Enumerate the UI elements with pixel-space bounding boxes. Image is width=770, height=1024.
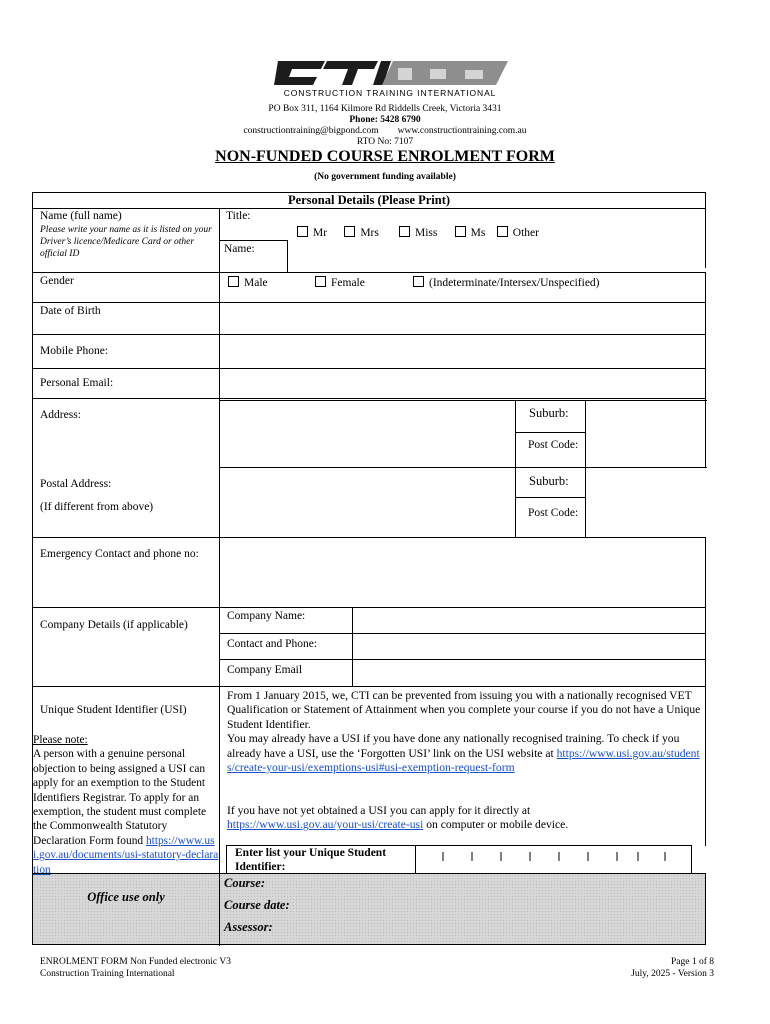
- usi-enter-label: Enter list your Unique Student Identifier:: [235, 847, 387, 873]
- assessor-label: Assessor:: [224, 920, 273, 934]
- title-label: Title:: [226, 210, 251, 222]
- assessor-input[interactable]: [353, 919, 705, 944]
- footer-date: July, 2025 - Version 3: [631, 969, 714, 979]
- usi-note-text: A person with a genuine personal objection to being assigned a USI can apply for an exemption to the Student Identifiers Registrar. To apply for an exemption, the student must complete the Commonwealth Statutory Declaration Form found: [33, 748, 207, 847]
- office-use-shading: [33, 874, 219, 944]
- course-input[interactable]: [353, 874, 705, 895]
- company-name-input[interactable]: [353, 608, 705, 633]
- mobile-input[interactable]: [220, 335, 705, 367]
- usi-para2: You may already have a USI if you have done any nationally recognised training. To check if you already have a USI, use the ‘Forgotten USI’ link on the USI website at: [227, 732, 680, 760]
- dob-input[interactable]: [220, 303, 705, 333]
- mobile-label: Mobile Phone:: [40, 345, 109, 357]
- name-note: Please write your name as it is listed on your Driver’s licence/Medicare Card or other official ID: [40, 225, 212, 259]
- title-mr-checkbox[interactable]: Mr: [297, 227, 327, 239]
- title-other-checkbox[interactable]: Other: [497, 227, 539, 239]
- usi-note: [33, 733, 219, 877]
- usi-character-boxes: [416, 846, 691, 873]
- course-date-label: Course date:: [224, 898, 290, 912]
- gender-female-checkbox[interactable]: Female: [315, 276, 365, 289]
- form-title: NON-FUNDED COURSE ENROLMENT FORM: [215, 148, 555, 165]
- postal-note: (If different from above): [40, 501, 154, 513]
- office-use-label: Office use only: [87, 890, 165, 904]
- dob-label: Date of Birth: [40, 305, 101, 317]
- suburb-input[interactable]: [586, 401, 705, 467]
- course-date-input[interactable]: [353, 896, 705, 918]
- header-address: PO Box 311, 1164 Kilmore Rd Riddells Creek, Victoria 3431: [268, 104, 502, 114]
- name-field-label: Name:: [224, 243, 255, 255]
- usi-para3: If you have not yet obtained a USI you can apply for it directly at: [227, 804, 531, 817]
- title-options: [297, 226, 539, 239]
- usi-note-heading: Please note:: [33, 734, 88, 746]
- postal-suburb-label: Suburb:: [529, 474, 569, 488]
- header-contacts: [0, 126, 770, 136]
- title-miss-checkbox[interactable]: Miss: [399, 227, 437, 239]
- gender-male-checkbox[interactable]: Male: [228, 276, 268, 289]
- postal-address-input[interactable]: [220, 469, 515, 537]
- company-email-input[interactable]: [353, 660, 705, 686]
- usi-apply: [227, 804, 701, 833]
- usi-info: [227, 689, 701, 775]
- email-label: Personal Email:: [40, 377, 114, 389]
- address-label: Address:: [40, 409, 81, 421]
- company-contact-input[interactable]: [353, 634, 705, 659]
- email-input[interactable]: [220, 369, 705, 398]
- section-title: Personal Details (Please Print): [287, 193, 451, 207]
- header-website: www.constructiontraining.com.au: [397, 126, 527, 136]
- emergency-input[interactable]: [220, 539, 705, 607]
- footer-form-version: ENROLMENT FORM Non Funded electronic V3: [40, 957, 231, 967]
- company-email-label: Company Email: [227, 664, 303, 676]
- postal-postcode-label: Post Code:: [528, 507, 579, 519]
- usi-exemption-link[interactable]: https://www.usi.gov.au/students/create-your-usi/exemptions-usi#usi-exemption-request-form: [227, 746, 700, 775]
- postal-label: Postal Address:: [40, 478, 112, 490]
- gender-indeterminate-checkbox[interactable]: (Indeterminate/Intersex/Unspecified): [413, 276, 600, 289]
- footer-left: [40, 956, 231, 980]
- header-phone: Phone: 5428 6790: [349, 115, 421, 125]
- usi-declaration-link[interactable]: https://www.usi.gov.au/documents/usi-statutory-declaration: [33, 834, 219, 876]
- address-input[interactable]: [220, 401, 515, 467]
- usi-create-link[interactable]: https://www.usi.gov.au/your-usi/create-usi: [227, 818, 424, 832]
- brand-subtitle: CONSTRUCTION TRAINING INTERNATIONAL: [283, 88, 497, 98]
- suburb-label: Suburb:: [529, 406, 569, 420]
- gender-label: Gender: [40, 275, 74, 287]
- footer-page: Page 1 of 8: [670, 957, 714, 967]
- usi-para1: From 1 January 2015, we, CTI can be prevented from issuing you with a nationally recognised VET Qualification or Statement of Attainment when you complete your course if you do not have a Unique Student Identifier.: [227, 689, 701, 731]
- title-ms-checkbox[interactable]: Ms: [455, 227, 486, 239]
- footer-right: [631, 956, 714, 980]
- emergency-label: Emergency Contact and phone no:: [40, 548, 199, 560]
- company-contact-label: Contact and Phone:: [227, 638, 318, 650]
- usi-label: Unique Student Identifier (USI): [40, 704, 187, 716]
- name-input[interactable]: [288, 242, 704, 270]
- usi-input[interactable]: [416, 846, 691, 873]
- course-label: Course:: [224, 876, 265, 890]
- company-name-label: Company Name:: [227, 610, 306, 622]
- postcode-label: Post Code:: [528, 439, 579, 451]
- header-email: constructiontraining@bigpond.com: [243, 126, 379, 136]
- title-mrs-checkbox[interactable]: Mrs: [344, 227, 379, 239]
- usi-para3-tail: on computer or mobile device.: [423, 818, 569, 832]
- company-label: Company Details (if applicable): [40, 619, 188, 631]
- name-label: Name (full name): [40, 210, 122, 222]
- footer-org: Construction Training International: [40, 969, 175, 979]
- form-subtitle: (No government funding available): [314, 172, 456, 182]
- header-rto: RTO No: 7107: [356, 137, 414, 147]
